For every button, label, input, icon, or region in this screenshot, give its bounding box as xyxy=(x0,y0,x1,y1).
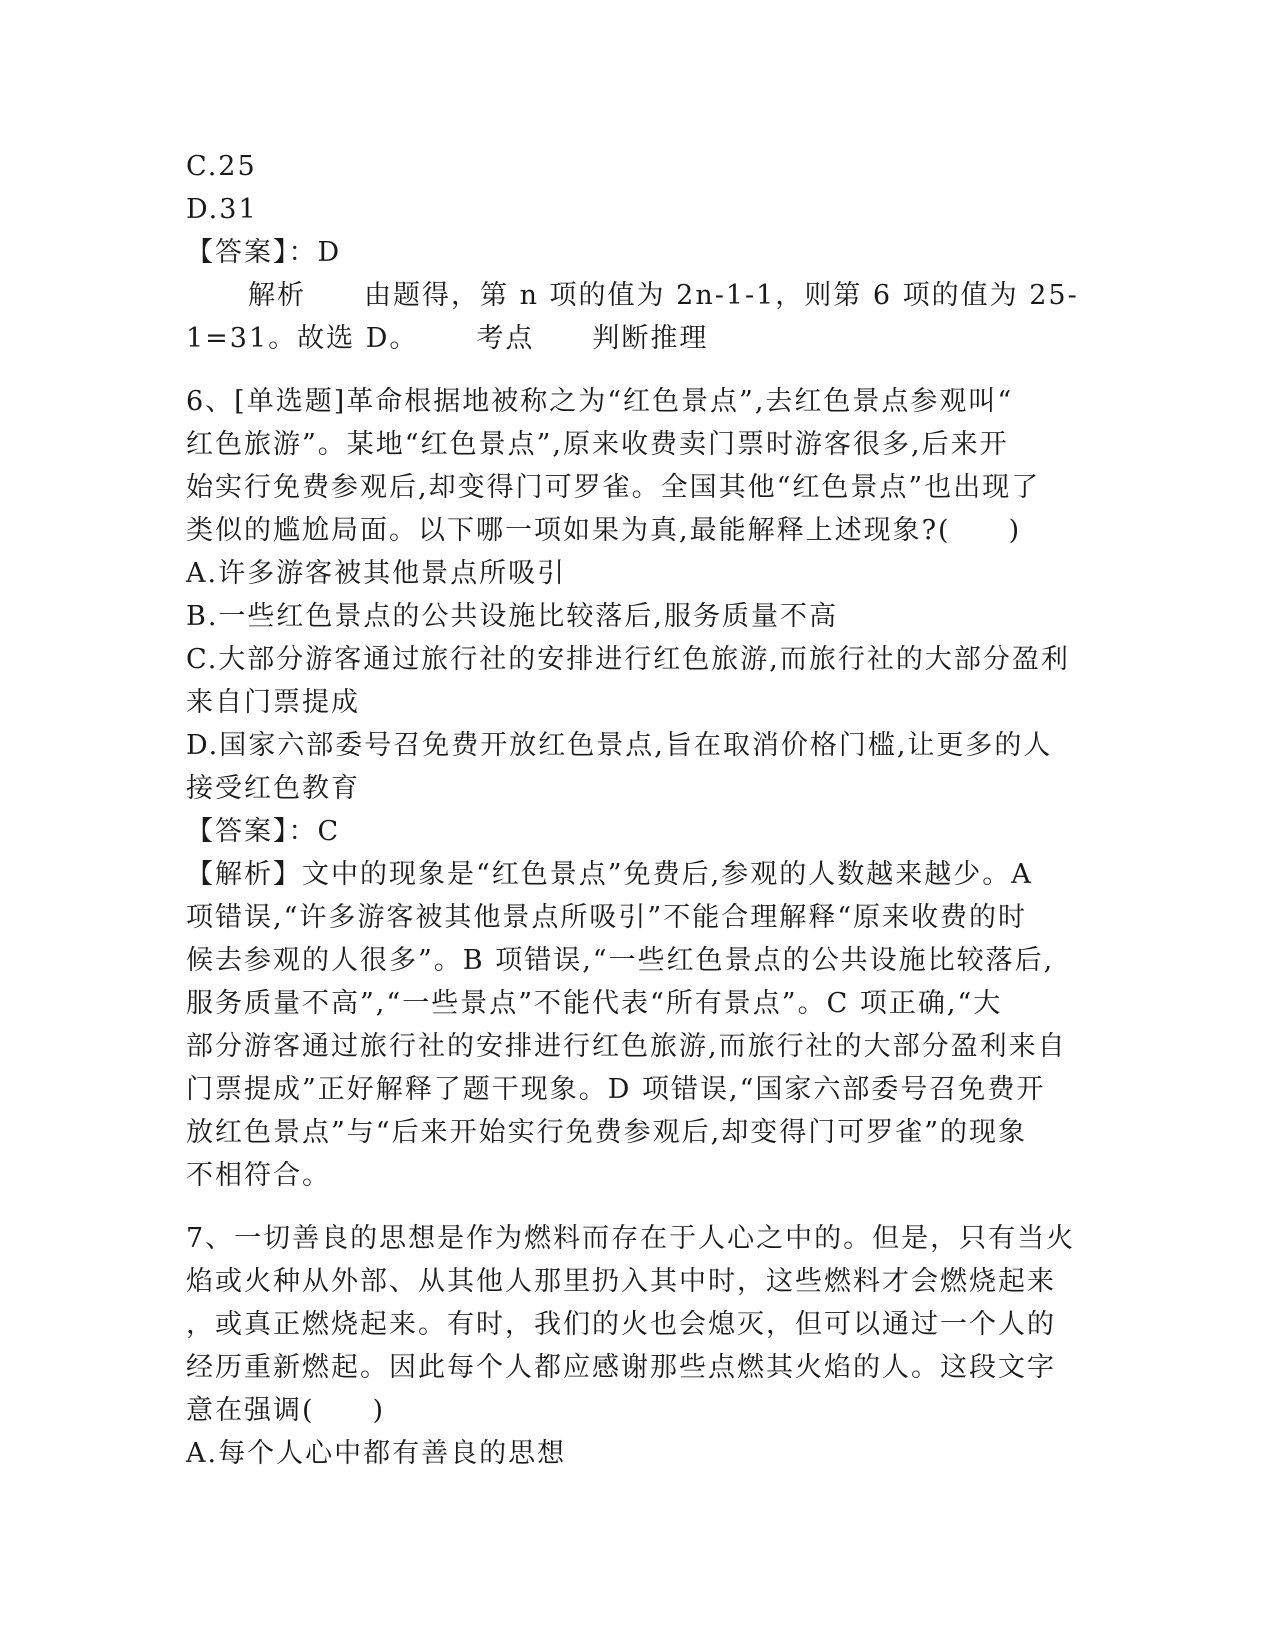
q6-answer: 【答案】：C xyxy=(186,816,341,847)
q6-analysis-line: 放红色景点”与“后来开始实行免费参观后,却变得门可罗雀”的现象 xyxy=(186,1117,1027,1148)
q5-answer: 【答案】：D xyxy=(186,237,342,268)
q5-option-c: C.25 xyxy=(186,151,257,182)
q6-analysis-line: 【解析】文中的现象是“红色景点”免费后,参观的人数越来越少。A xyxy=(186,859,1033,890)
q5-analysis-line-1 xyxy=(186,274,1086,317)
q6-analysis-line: 服务质量不高”,“一些景点”不能代表“所有景点”。C 项正确,“大 xyxy=(186,988,1003,1019)
q6-analysis-line: 候去参观的人很多”。B 项错误,“一些红色景点的公共设施比较落后, xyxy=(186,945,1055,976)
question-7 xyxy=(186,1217,1086,1475)
q5-analysis-text-1: 由题得，第 n 项的值为 2n-1-1，则第 6 项的值为 25- xyxy=(364,280,1079,311)
q6-stem-line: 始实行免费参观后,却变得门可罗雀。全国其他“红色景点”也出现了 xyxy=(186,472,1041,503)
q6-option-d-cont: 接受红色教育 xyxy=(186,773,360,804)
q6-option-d: D.国家六部委号召免费开放红色景点,旨在取消价格门槛,让更多的人 xyxy=(186,730,1053,761)
q6-analysis-line: 门票提成”正好解释了题干现象。D 项错误,“国家六部委号召免费开 xyxy=(186,1074,1046,1105)
q7-option-a: A.每个人心中都有善良的思想 xyxy=(186,1438,567,1469)
q5-option-d: D.31 xyxy=(186,194,258,225)
q7-stem-line: 7、一切善良的思想是作为燃料而存在于人心之中的。但是，只有当火 xyxy=(186,1223,1076,1254)
q6-analysis-line: 部分游客通过旅行社的安排进行红色旅游,而旅行社的大部分盈利来自 xyxy=(186,1031,1067,1062)
q5-analysis-text-2: 1=31。故选 D。 xyxy=(186,323,419,354)
q6-option-a: A.许多游客被其他景点所吸引 xyxy=(186,558,567,589)
q6-option-c-cont: 来自门票提成 xyxy=(186,687,360,718)
q7-stem-line: 意在强调( ) xyxy=(186,1395,386,1426)
question-6 xyxy=(186,380,1086,1197)
q6-option-c: C.大部分游客通过旅行社的安排进行红色旅游,而旅行社的大部分盈利 xyxy=(186,644,1070,675)
q7-stem-line: 焰或火种从外部、从其他人那里扔入其中时，这些燃料才会燃烧起来 xyxy=(186,1266,1056,1297)
q6-option-b: B.一些红色景点的公共设施比较落后,服务质量不高 xyxy=(186,601,839,632)
q6-stem-line: 类似的尴尬局面。以下哪一项如果为真,最能解释上述现象?( ) xyxy=(186,515,1022,546)
q7-stem-line: 经历重新燃起。因此每个人都应感谢那些点燃其火焰的人。这段文字 xyxy=(186,1352,1056,1383)
q6-stem-line: 6、[单选题]革命根据地被称之为“红色景点”,去红色景点参观叫“ xyxy=(186,386,1014,417)
q7-stem-line: ，或真正燃烧起来。有时，我们的火也会熄灭，但可以通过一个人的 xyxy=(186,1309,1056,1340)
q5-point-value: 判断推理 xyxy=(592,323,709,354)
q6-stem-line: 红色旅游”。某地“红色景点”,原来收费卖门票时游客很多,后来开 xyxy=(186,429,1009,460)
q6-analysis-line: 项错误,“许多游客被其他景点所吸引”不能合理解释“原来收费的时 xyxy=(186,902,1027,933)
q5-analysis-line-2 xyxy=(186,317,1086,360)
document-page xyxy=(186,145,1086,1475)
q5-point-label: 考点 xyxy=(476,323,535,354)
q5-analysis-label: 解析 xyxy=(248,280,306,311)
q6-analysis-line: 不相符合。 xyxy=(186,1160,331,1191)
